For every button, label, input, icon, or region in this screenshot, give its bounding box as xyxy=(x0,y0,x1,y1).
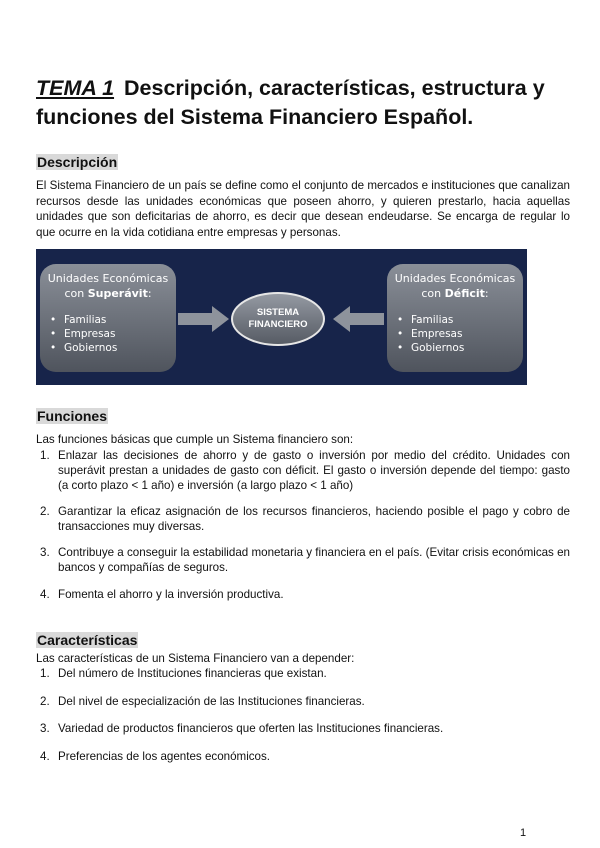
deficit-item: • Familias xyxy=(387,313,523,327)
item-number: 1. xyxy=(40,449,50,462)
title-text: Descripción, características, estructura y funciones del Sistema Financiero Español. xyxy=(36,76,545,129)
item-text: Del nivel de especialización de las Instituciones financieras. xyxy=(58,695,365,708)
item-number: 2. xyxy=(40,505,50,518)
tema-label: TEMA 1 xyxy=(36,76,115,100)
deficit-title-prefix: con xyxy=(421,287,445,300)
surplus-title-line1: Unidades Económicas xyxy=(47,272,169,285)
item-text: Variedad de productos financieros que oferten las Instituciones financieras. xyxy=(58,722,444,735)
list-item xyxy=(36,667,570,682)
deficit-list xyxy=(387,313,523,355)
item-text: Contribuye a conseguir la estabilidad monetaria y financiera en el país. (Evitar crisis económicas en bancos y compañías de seguros. xyxy=(58,546,570,574)
list-item xyxy=(36,546,570,576)
item-number: 1. xyxy=(40,667,50,680)
list-item xyxy=(36,722,570,737)
surplus-item: • Gobiernos xyxy=(40,341,176,355)
arrow-left-icon xyxy=(333,305,385,333)
item-number: 4. xyxy=(40,750,50,763)
sistema-financiero-node xyxy=(231,292,325,346)
list-item xyxy=(36,750,570,765)
item-number: 4. xyxy=(40,588,50,601)
item-number: 3. xyxy=(40,546,50,559)
page-title xyxy=(36,74,576,132)
surplus-list xyxy=(40,313,176,355)
funciones-heading: Funciones xyxy=(37,408,108,424)
surplus-item: • Empresas xyxy=(40,327,176,341)
list-item xyxy=(36,449,570,493)
deficit-units-box xyxy=(387,264,523,372)
item-text: Enlazar las decisiones de ahorro y de gasto o inversión por medio del crédito. Unidades con superávit prestan a unidades de gasto con déficit. El gasto o inversión depende del tiempo: gasto (a corto plazo < 1 año) e inversión (a largo plazo < 1 año) xyxy=(58,449,570,492)
descripcion-heading: Descripción xyxy=(37,154,118,170)
surplus-item: • Familias xyxy=(40,313,176,327)
sistema-line2: FINANCIERO xyxy=(248,319,308,330)
surplus-title xyxy=(40,271,176,301)
funciones-intro: Las funciones básicas que cumple un Sistema financiero son: xyxy=(36,433,354,446)
item-text: Fomenta el ahorro y la inversión productiva. xyxy=(58,588,284,601)
sistema-line1: SISTEMA xyxy=(256,307,300,318)
item-text: Garantizar la eficaz asignación de los recursos financieros, haciendo posible el pago y cobro de transacciones muy diversas. xyxy=(58,505,570,533)
surplus-title-bold: Superávit xyxy=(87,287,148,300)
item-number: 3. xyxy=(40,722,50,735)
deficit-item: • Empresas xyxy=(387,327,523,341)
deficit-title xyxy=(387,271,523,301)
surplus-title-prefix: con xyxy=(64,287,88,300)
item-text: Preferencias de los agentes económicos. xyxy=(58,750,271,763)
deficit-title-suffix: : xyxy=(484,287,489,300)
surplus-title-suffix: : xyxy=(147,287,152,300)
page-number: 1 xyxy=(520,827,527,839)
deficit-title-bold: Déficit xyxy=(444,287,485,300)
deficit-title-line1: Unidades Económicas xyxy=(394,272,516,285)
item-number: 2. xyxy=(40,695,50,708)
descripcion-paragraph: El Sistema Financiero de un país se define como el conjunto de mercados e instituciones que canalizan recursos desde las unidades económicas que poseen ahorro, y quieren prestarlo, hacia aquellas unidades que son deficitarias de ahorro, es decir que desean endeudarse. Se encarga de regular lo que ocurre en la vida cotidiana entre empresas y personas. xyxy=(36,179,570,239)
list-item xyxy=(36,695,570,710)
arrow-right-icon xyxy=(178,305,230,333)
item-text: Del número de Instituciones financieras que existan. xyxy=(58,667,327,680)
list-item xyxy=(36,588,570,603)
surplus-units-box xyxy=(40,264,176,372)
list-item xyxy=(36,505,570,535)
financial-system-diagram xyxy=(36,249,527,385)
deficit-item: • Gobiernos xyxy=(387,341,523,355)
caracteristicas-heading: Características xyxy=(37,632,138,648)
caracteristicas-intro: Las características de un Sistema Financiero van a depender: xyxy=(36,652,355,665)
